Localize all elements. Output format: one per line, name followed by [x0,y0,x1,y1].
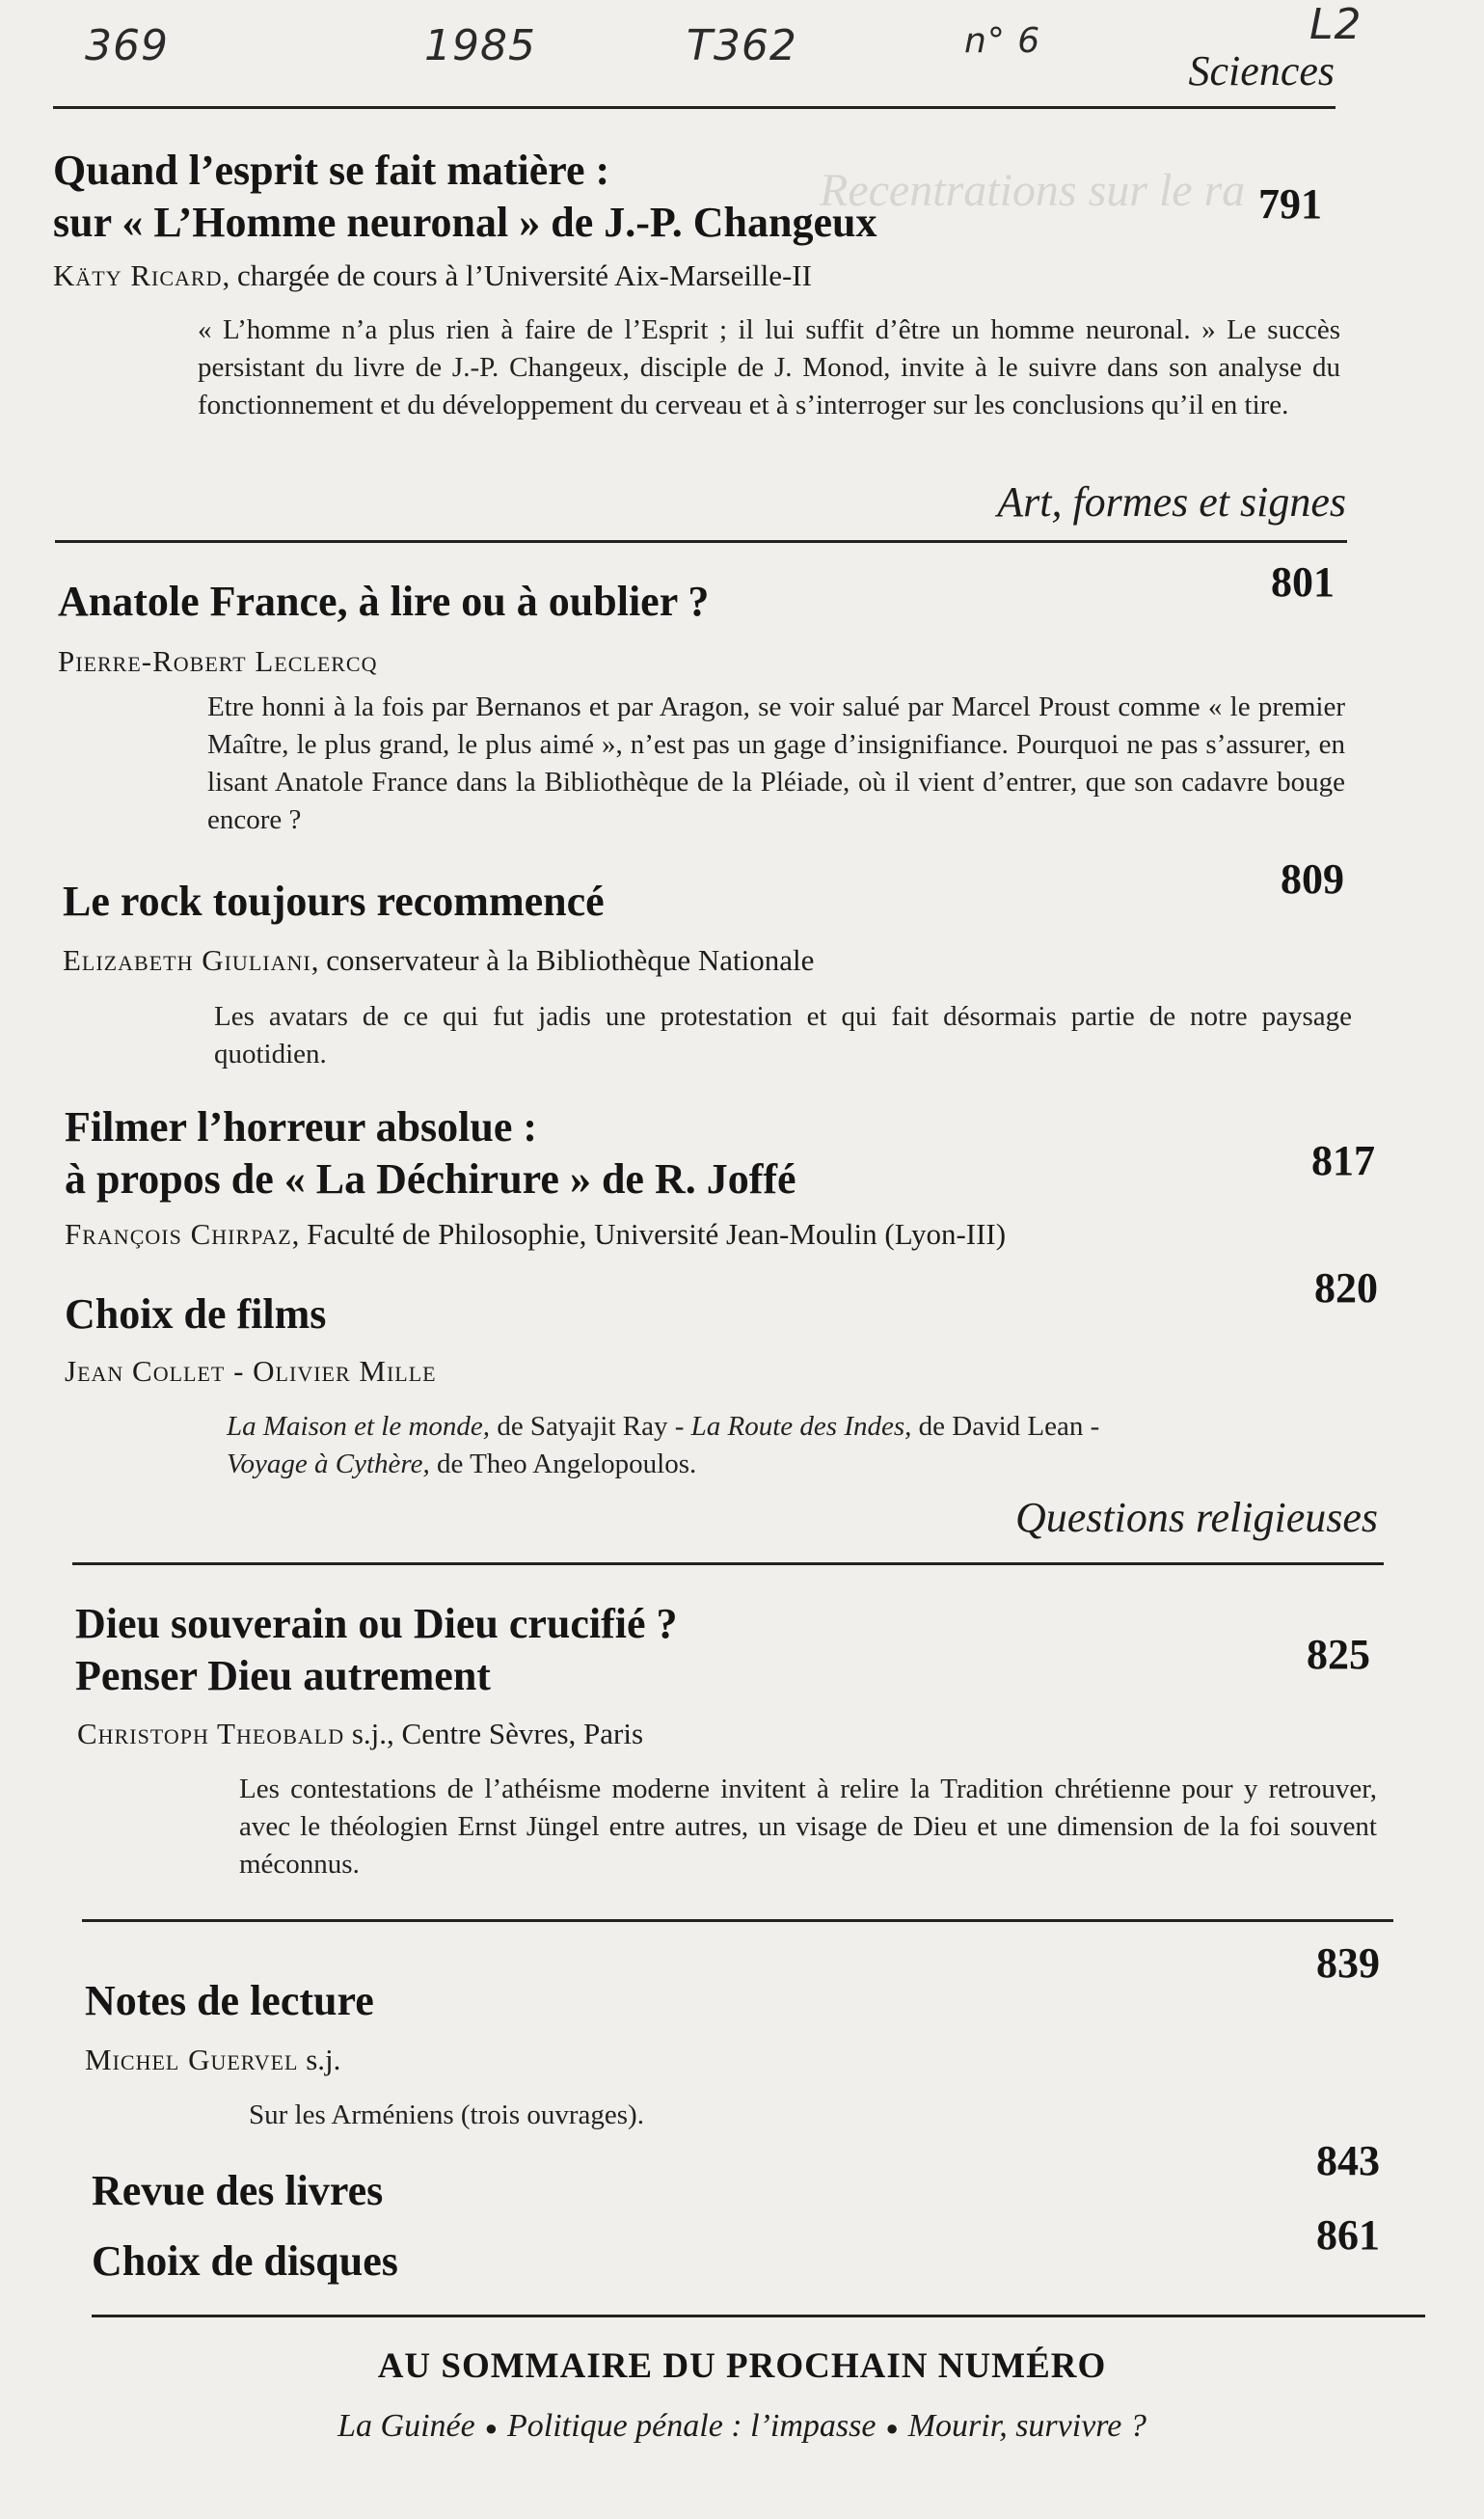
entry-abstract: Les contestations de l’athéisme moderne invitent à relire la Tradition chrétienne pour y retrouver, avec le théologien Ernst Jüngel entre autres, un visage de Dieu et une dimension de la foi souvent méconnus. [239,1774,1377,1880]
handwritten-year: 1985 [424,21,536,70]
section-rule [92,2315,1425,2317]
section-heading-art: Art, formes et signes [997,478,1346,526]
next-issue-item: Mourir, survivre ? [907,2408,1147,2444]
entry-author: Christoph Theobald s.j., Centre Sèvres, Paris [77,1717,644,1750]
entry-author: François Chirpaz, Faculté de Philosophie, Université Jean-Moulin (Lyon-III) [65,1217,1007,1251]
entry-abstract: Les avatars de ce qui fut jadis une protestation et qui fait désormais partie de notre paysage quotidien. [214,1001,1352,1070]
entry-author: Käty Ricard, chargée de cours à l’Université Aix-Marseille-II [53,258,812,292]
section-heading-religion: Questions religieuses [1015,1494,1378,1541]
page-number: 839 [1316,1939,1380,1987]
next-issue-items [0,2408,1484,2445]
page-number: 820 [1314,1264,1378,1312]
entry-title[interactable]: Anatole France, à lire ou à oublier ? [58,578,710,625]
entry-title[interactable]: Notes de lecture [85,1977,374,2024]
next-issue-item: La Guinée [337,2408,475,2444]
bleed-through-text: Recentrations sur le ra [820,165,1246,216]
entry-title[interactable]: Filmer l’horreur absolue : à propos de « La Déchirure » de R. Joffé [65,1103,796,1203]
films-list: La Maison et le monde, de Satyajit Ray - La Route des Indes, de David Lean - Voyage à Cythère, de Theo Angelopoulos. [227,1411,1100,1479]
page-number: 791 [1258,180,1322,228]
page-number: 801 [1271,558,1335,606]
entry-author: Elizabeth Giuliani, conservateur à la Bibliothèque Nationale [63,943,815,977]
entry-abstract: Sur les Arméniens (trois ouvrages). [249,2099,644,2130]
entry-title[interactable]: Choix de disques [92,2237,398,2285]
entry-abstract: « L’homme n’a plus rien à faire de l’Esprit ; il lui suffit d’être un homme neuronal. » Le succès persistant du livre de J.-P. Changeux, disciple de J. Monod, invite à le suivre dans son analyse du fonctionnement et du développement du cerveau et à s’interroger sur les conclusions qu’il en tire. [198,314,1340,420]
handwritten-code: L2 [1309,0,1363,49]
page-number: 861 [1316,2211,1380,2259]
page-number: 817 [1311,1137,1375,1184]
section-rule [72,1562,1384,1565]
bullet-icon: ● [885,2416,899,2441]
entry-author: Jean Collet - Olivier Mille [65,1354,437,1388]
entry-title[interactable]: Dieu souverain ou Dieu crucifié ? Penser Dieu autrement [75,1600,678,1699]
section-rule [55,540,1347,543]
handwritten-issue: n° 6 [964,21,1041,61]
entry-author: Pierre-Robert Leclercq [58,644,378,678]
page-number: 843 [1316,2137,1380,2184]
entry-title[interactable]: Quand l’esprit se fait matière : sur « L’Homme neuronal » de J.-P. Changeux [53,147,877,246]
section-heading-sciences: Sciences [1188,47,1335,95]
page-number: 825 [1307,1631,1370,1678]
next-issue-heading: AU SOMMAIRE DU PROCHAIN NUMÉRO [377,2346,1107,2386]
next-issue-item: Politique pénale : l’impasse [507,2408,877,2444]
entry-title[interactable]: Revue des livres [92,2167,384,2214]
page-number: 809 [1281,855,1344,903]
section-rule [53,106,1336,109]
handwritten-reference: T362 [687,21,797,70]
section-rule [82,1919,1393,1922]
bullet-icon: ● [484,2416,499,2441]
entry-title[interactable]: Choix de films [65,1290,327,1338]
entry-author: Michel Guervel s.j. [85,2043,341,2076]
entry-title[interactable]: Le rock toujours recommencé [63,878,605,925]
handwritten-number: 369 [85,21,169,70]
entry-abstract: Etre honni à la fois par Bernanos et par Aragon, se voir salué par Marcel Proust comme « le premier Maître, le plus grand, le plus aimé », n’est pas un gage d’insignifiance. Pourquoi ne pas s’assurer, en lisant Anatole France dans la Bibliothèque de la Pléiade, où il vient d’entrer, que son cadavre bouge encore ? [207,691,1345,835]
